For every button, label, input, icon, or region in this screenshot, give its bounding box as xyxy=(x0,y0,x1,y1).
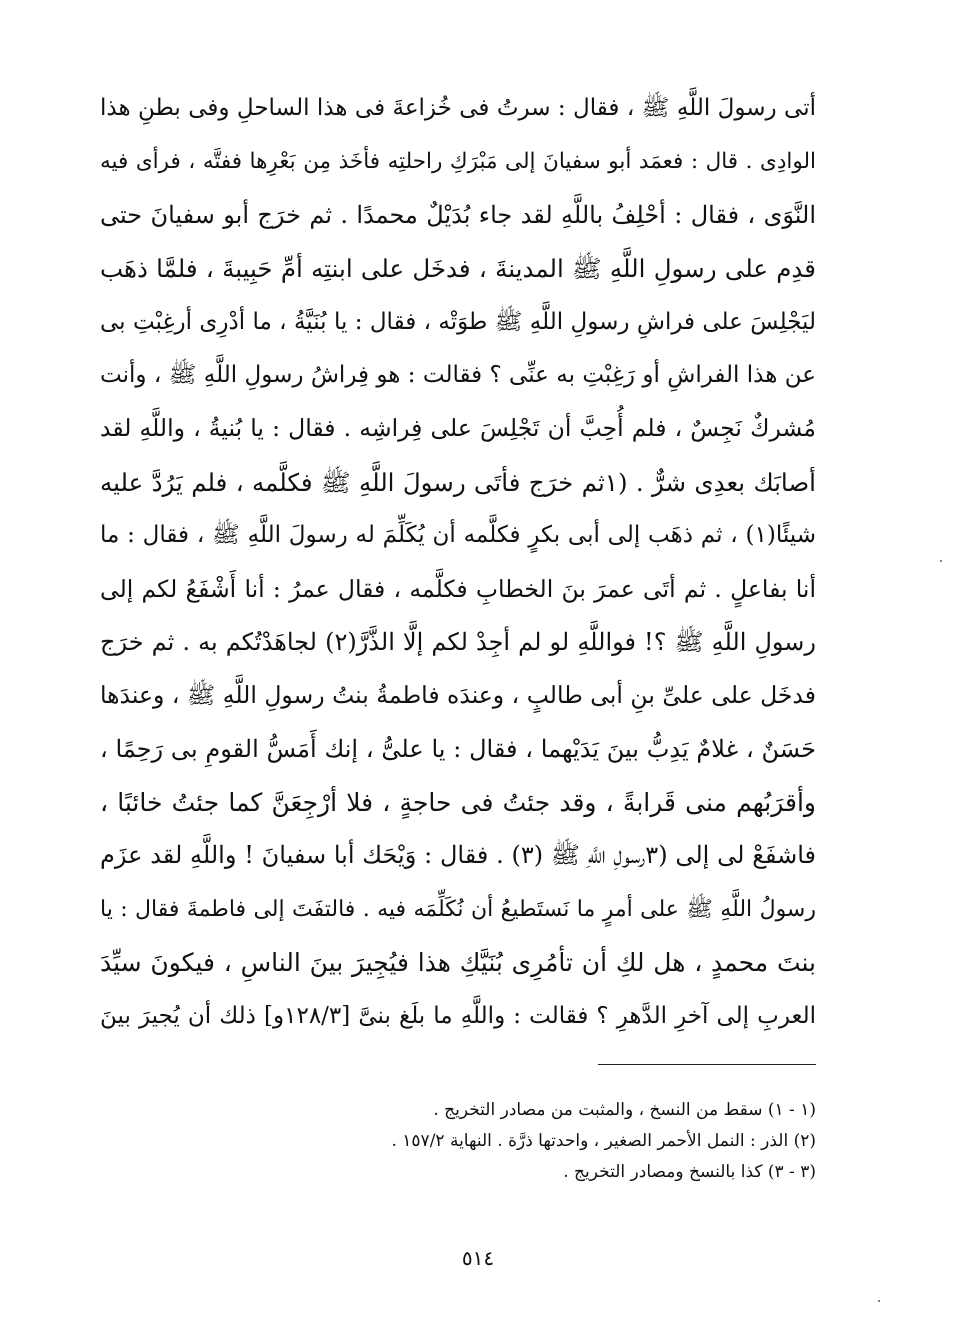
footnotes xyxy=(200,1095,816,1188)
footnote: (٢) الذر : النمل الأحمر الصغير ، واحدتها ذرَّة . النهاية ١٥٧/٢ . xyxy=(391,1131,816,1151)
text-line: قدِم على رسولِ اللَّهِ ﷺ المدينةَ ، فدخَل على ابنتِه أمِّ حَبِيبةَ ، فلمَّا ذهَب xyxy=(100,254,816,284)
footnote: (٣ - ٣) كذا بالنسخ ومصادر التخريج . xyxy=(563,1162,816,1182)
text-line: شيئًا(١) ، ثم ذهَب إلى أبى بكرٍ فكلَّمه أن يُكَلِّمَ له رسولَ اللَّهِ ﷺ ، فقال : ما xyxy=(100,522,816,549)
page-number: ٥١٤ xyxy=(461,1246,495,1270)
scan-speck xyxy=(878,1300,880,1302)
text-line: أصابَك بعدِى شرٌّ . (١ثم خرَج فأتَى رسولَ اللَّهِ ﷺ فكلَّمه ، فلم يَرُدَّ عليه xyxy=(100,467,816,497)
text-line: رسولُ اللَّهِ ﷺ على أمرٍ ما نَستَطيعُ أن نُكَلِّمَه فيه . فالتفَتَ إلى فاطمةَ فقال : يا xyxy=(100,896,816,922)
text-line: فدخَل على علىِّ بنِ أبى طالبٍ ، وعندَه فاطمةُ بنتُ رسولِ اللَّهِ ﷺ ، وعندَها xyxy=(100,681,816,710)
scan-speck xyxy=(940,560,942,562)
text-line: الوادِى . قال : فعمَد أبو سفيانَ إلى مَبْرَكِ راحلتِه فأخَذ مِن بَعْرِها ففتَّه ، فرأى فيه xyxy=(100,149,816,175)
text-line: أتى رسولَ اللَّهِ ﷺ ، فقال : سرتُ فى خُزاعةَ فى هذا الساحلِ وفى بطنِ هذا xyxy=(100,95,816,121)
text-line: ليَجْلِسَ على فراشِ رسولِ اللَّهِ ﷺ طوَتْه ، فقال : يا بُنَيَّةُ ، ما أدْرِى أرغِبْتِ بى xyxy=(100,308,816,335)
text-line: أنا بفاعلٍ . ثم أتَى عمرَ بنَ الخطابِ فكلَّمه ، فقال عمرُ : أنا أَشْفَعُ لكم إلى xyxy=(100,574,816,603)
text-line: العربِ إلى آخرِ الدَّهرِ ؟ فقالت : واللَّهِ ما بلَغ بنىَّ [١٢٨/٣و] ذلك أن يُجيرَ بينَ xyxy=(100,1002,816,1029)
text-line: بنتَ محمدٍ ، هل لكِ أن تأمُرِى بُنَيَّكِ هذا فيُجِيرَ بينَ الناسِ ، فيكونَ سيِّدَ xyxy=(100,948,816,978)
text-line: فاشفَعْ لى إلى (٣رسولِ اللَّهِ ﷺ (٣) . فقال : وَيْحَك أبا سفيانَ ! واللَّهِ لقد عزَم xyxy=(100,841,816,870)
footnote-separator xyxy=(598,1064,816,1065)
text-line: عن هذا الفراشِ أو رَغِبْتِ به عنِّى ؟ فقالت : هو فِراشُ رسولِ اللَّهِ ﷺ ، وأنت xyxy=(100,361,816,388)
text-line: رسولِ اللَّهِ ﷺ ؟! فواللَّهِ لو لم أجِدْ لكم إلَّا الذَّرَّ(٢) لجاهَدْتُكم به . ثم خرَج xyxy=(100,627,816,656)
text-line: النَّوَى ، فقال : أحْلِفُ باللَّهِ لقد جاء بُدَيْلٌ محمدًا . ثم خرَج أبو سفيانَ حتى xyxy=(100,200,816,229)
footnote: (١ - ١) سقط من النسخ ، والمثبت من مصادر التخريج . xyxy=(433,1100,816,1120)
body-text xyxy=(100,82,816,1043)
text-line: وأقرَبُهم منى قَرابةً ، وقد جئتُ فى حاجةٍ ، فلا أرْجِعَنَّ كما جئتُ خائبًا ، xyxy=(100,788,816,818)
text-line: حَسَنٌ ، غلامٌ يَدِبُّ بينَ يَدَيْهما ، فقال : يا علىُّ ، إنك أَمَسُّ القومِ بى رَحِمًا ، xyxy=(100,734,816,763)
text-line: مُشركٌ نَجِسٌ ، فلم أُحِبَّ أن تَجْلِسَ على فِراشِه . فقال : يا بُنيةُ ، واللَّهِ لقد xyxy=(100,414,816,443)
